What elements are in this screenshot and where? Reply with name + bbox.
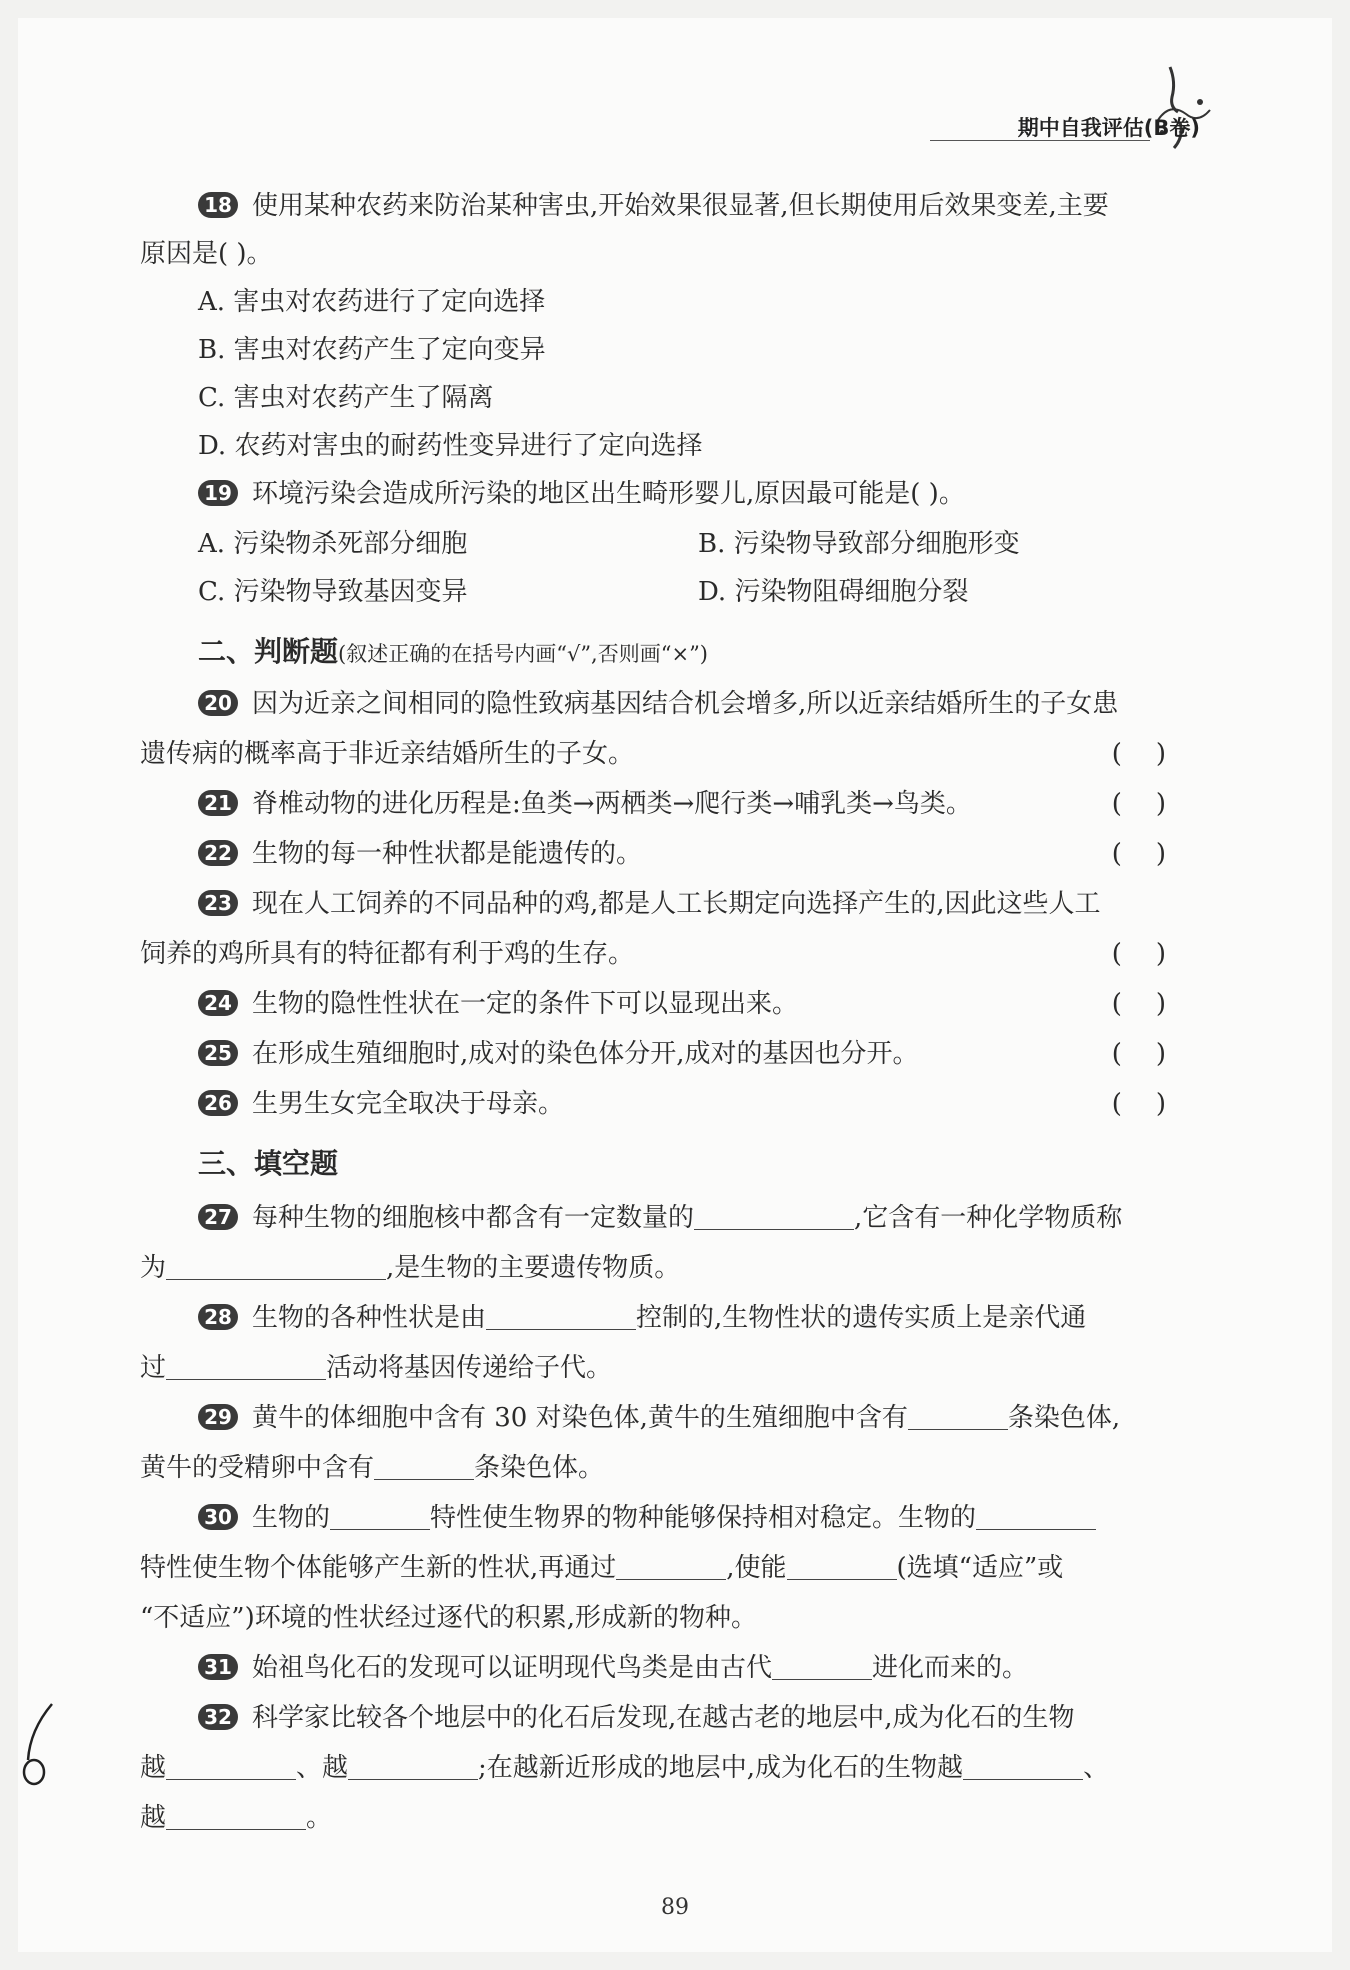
question-text: 遗传病的概率高于非近亲结婚所生的子女。 [140,739,635,769]
question-18-continued: 原因是( )。 [140,239,273,269]
question-text: 活动将基因传递给子代。 [326,1353,613,1383]
question-text: 生物的各种性状是由 [252,1303,487,1333]
question-text: ,使能 [726,1553,787,1583]
question-24 [198,984,1200,1024]
question-text: 。 [306,1803,333,1833]
question-19 [198,474,1258,514]
question-text: 进化而来的。 [872,1653,1029,1683]
answer-blank[interactable] [374,1451,474,1480]
question-21 [198,784,1200,824]
question-27-continued [140,1248,1200,1288]
question-number-badge: 29 [198,1404,238,1430]
question-number-badge: 27 [198,1204,238,1230]
question-26 [198,1084,1200,1124]
question-text: 越 [140,1753,167,1783]
section-instruction: (叙述正确的在括号内画“√”,否则画“×”) [338,642,708,666]
option-b: B. 害虫对农药产生了定向变异 [198,335,546,365]
page-header-title: 期中自我评估(B卷) [1017,116,1200,140]
section-title: 二、判断题 [198,635,339,668]
question-text: 环境污染会造成所污染的地区出生畸形婴儿,原因最可能是( )。 [252,479,965,509]
answer-blank[interactable] [616,1551,726,1580]
answer-parentheses: () [1111,789,1200,819]
header-rule [930,140,1150,141]
question-text: 为 [140,1253,167,1283]
answer-blank[interactable] [486,1301,636,1330]
question-text: 、 [1083,1753,1110,1783]
question-31 [198,1648,1258,1688]
answer-parentheses: () [1111,939,1200,969]
answer-blank[interactable] [787,1551,897,1580]
question-text: 饲养的鸡所具有的特征都有利于鸡的生存。 [140,939,635,969]
option-c: C. 污染物导致基因变异 [198,577,468,607]
question-20 [198,684,1258,724]
question-20-continued [140,734,1200,774]
answer-parentheses: () [1111,989,1200,1019]
question-text: 黄牛的受精卵中含有 [140,1453,375,1483]
question-number-badge: 26 [198,1090,238,1116]
question-text: 黄牛的体细胞中含有 30 对染色体,黄牛的生殖细胞中含有 [252,1403,908,1433]
question-text: 生男生女完全取决于母亲。 [252,1089,565,1119]
option-b: B. 污染物导致部分细胞形变 [698,529,1020,559]
page-number: 89 [661,1895,689,1920]
question-25 [198,1034,1200,1074]
answer-parentheses: () [1111,1039,1200,1069]
question-number-badge: 30 [198,1504,238,1530]
question-number-badge: 22 [198,840,238,866]
option-row-cd [198,572,1258,612]
question-28 [198,1298,1258,1338]
question-text: 特性使生物界的物种能够保持相对稳定。生物的 [430,1503,977,1533]
question-text: 特性使生物个体能够产生新的性状,再通过 [140,1553,617,1583]
question-number-badge: 20 [198,690,238,716]
answer-blank[interactable] [166,1351,326,1380]
answer-blank[interactable] [166,1801,306,1830]
question-text: 科学家比较各个地层中的化石后发现,在越古老的地层中,成为化石的生物 [252,1703,1075,1733]
answer-blank[interactable] [908,1401,1008,1430]
question-30 [198,1498,1258,1538]
option-a: A. 害虫对农药进行了定向选择 [198,287,546,317]
question-text: 始祖鸟化石的发现可以证明现代鸟类是由古代 [252,1653,773,1683]
question-28-continued [140,1348,1200,1388]
answer-blank[interactable] [330,1501,430,1530]
question-text: 在形成生殖细胞时,成对的染色体分开,成对的基因也分开。 [252,1039,919,1069]
question-text: ,是生物的主要遗传物质。 [386,1253,681,1283]
answer-blank[interactable] [348,1751,478,1780]
question-number-badge: 25 [198,1040,238,1066]
answer-parentheses: () [1111,739,1200,769]
question-text: ,它含有一种化学物质称 [854,1203,1123,1233]
answer-blank[interactable] [772,1651,872,1680]
question-27 [198,1198,1258,1238]
answer-blank[interactable] [166,1751,296,1780]
question-text: 生物的每一种性状都是能遗传的。 [252,839,643,869]
question-number-badge: 23 [198,890,238,916]
option-c: C. 害虫对农药产生了隔离 [198,383,494,413]
question-22 [198,834,1200,874]
question-text: 过 [140,1353,167,1383]
question-29 [198,1398,1258,1438]
question-text: 因为近亲之间相同的隐性致病基因结合机会增多,所以近亲结婚所生的子女患 [252,689,1119,719]
question-text: 越 [140,1803,167,1833]
question-number-badge: 19 [198,480,238,506]
answer-blank[interactable] [976,1501,1096,1530]
question-text: ;在越新近形成的地层中,成为化石的生物越 [478,1753,964,1783]
section-title: 三、填空题 [198,1147,339,1180]
question-32 [198,1698,1258,1738]
question-32-continued [140,1748,1200,1788]
answer-parentheses: () [1111,1089,1200,1119]
section-heading-judge [198,632,1258,674]
question-number-badge: 31 [198,1654,238,1680]
question-30-continued [140,1548,1200,1588]
question-number-badge: 18 [198,192,238,218]
answer-blank[interactable] [166,1251,386,1280]
question-32-continued-2 [140,1798,1200,1838]
option-row-ab [198,524,1258,564]
question-23-continued [140,934,1200,974]
option-d: D. 农药对害虫的耐药性变异进行了定向选择 [198,431,703,461]
question-text: 生物的隐性性状在一定的条件下可以显现出来。 [252,989,799,1019]
question-23 [198,884,1258,924]
question-text: 每种生物的细胞核中都含有一定数量的 [252,1203,695,1233]
question-text: 条染色体。 [474,1453,605,1483]
question-text: 生物的 [252,1503,331,1533]
question-number-badge: 24 [198,990,238,1016]
answer-blank[interactable] [694,1201,854,1230]
question-30-continued-2: “不适应”)环境的性状经过逐代的积累,形成新的物种。 [140,1603,757,1633]
question-number-badge: 21 [198,790,238,816]
option-d: D. 污染物阻碍细胞分裂 [698,577,969,607]
question-text: (选填“适应”或 [896,1553,1064,1583]
question-number-badge: 28 [198,1304,238,1330]
section-heading-fill [198,1144,1258,1185]
question-text: 现在人工饲养的不同品种的鸡,都是人工长期定向选择产生的,因此这些人工 [252,889,1101,919]
question-text: 、越 [296,1753,349,1783]
question-text: 使用某种农药来防治某种害虫,开始效果很显著,但长期使用后效果变差,主要 [252,191,1109,221]
question-text: 脊椎动物的进化历程是:鱼类→两栖类→爬行类→哺乳类→鸟类。 [252,789,972,819]
answer-blank[interactable] [963,1751,1083,1780]
question-number-badge: 32 [198,1704,238,1730]
question-text: 条染色体, [1007,1403,1121,1433]
option-a: A. 污染物杀死部分细胞 [198,529,468,559]
question-29-continued [140,1448,1200,1488]
answer-parentheses: () [1111,839,1200,869]
question-18 [198,186,1258,226]
handwritten-mark-icon [16,1700,66,1790]
question-text: 控制的,生物性状的遗传实质上是亲代通 [636,1303,1087,1333]
